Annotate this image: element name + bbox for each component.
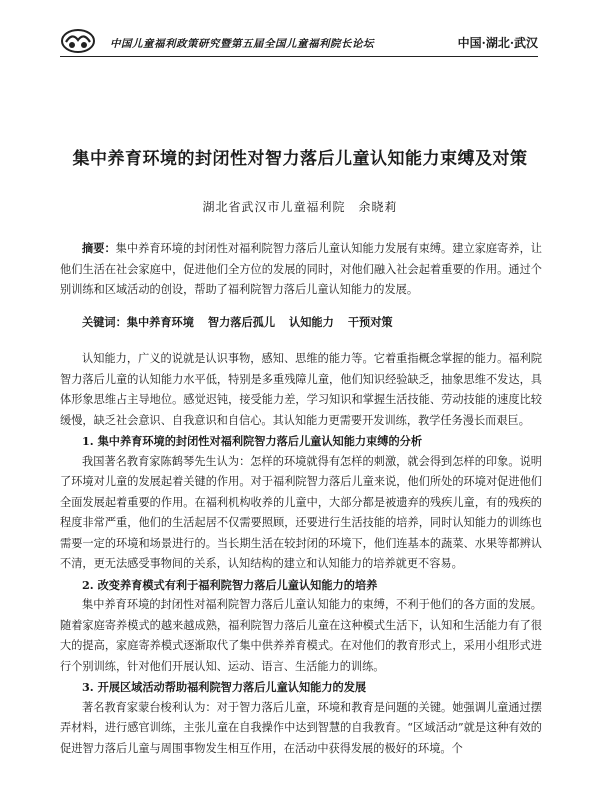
conference-title: 中国儿童福利政策研究暨第五届全国儿童福利院长论坛	[110, 38, 374, 50]
abstract-text: 集中养育环境的封闭性对福利院智力落后儿童认知能力发展有束缚。建立家庭寄养，让他们生活在社会家庭中，促进他们全方位的发展的同时，对他们融入社会起着重要的作用。通过个别训练和区域活动的创设，帮助了福利院智力落后儿童认知能力的发展。	[60, 242, 542, 296]
keywords-label: 关键词：	[82, 315, 127, 329]
keyword: 认知能力	[289, 315, 334, 329]
section-heading-3: 3. 开展区域活动帮助福利院智力落后儿童认知能力的发展	[82, 680, 367, 694]
section-1-paragraph: 我国著名教育家陈鹤琴先生认为：怎样的环境就得有怎样的刺激，就会得到怎样的印象。说明了环境对儿童的发展起着关键的作用。对于福利院智力落后儿童来说，他们所处的环境对促进他们全面发展起着重要的作用。在福利机构收养的儿童中，大部分都是被遗弃的残疾儿童，有的残疾的程度非常严重，他们的生活起居不仅需要照顾，还要进行生活技能的培养，同时认知能力的训练也需要一定的环境和场景进行的。当长期生活在较封闭的环境下，他们连基本的蔬菜、水果等都辨认不清，更无法感受事物间的关系，认知结构的建立和认知能力的培养就更不容易。	[60, 454, 542, 570]
paper-title: 集中养育环境的封闭性对智力落后儿童认知能力束缚及对策	[72, 149, 528, 169]
page-header	[60, 26, 538, 57]
keyword: 集中养育环境	[126, 315, 194, 329]
section-heading-2: 2. 改变养育模式有利于福利院智力落后儿童认知能力的培养	[82, 577, 378, 592]
section-heading-1: 1. 集中养育环境的封闭性对福利院智力落后儿童认知能力束缚的分析	[82, 434, 423, 448]
conference-logo-icon	[60, 28, 96, 54]
paper-body	[60, 349, 542, 759]
keywords	[60, 312, 542, 333]
author-line: 湖北省武汉市儿童福利院 余晓莉	[202, 200, 398, 214]
section-2-paragraph: 集中养育环境的封闭性对福利院智力落后儿童认知能力的束缚，不利于他们的各方面的发展。随着家庭寄养模式的越来越成熟，福利院智力落后儿童在这种模式生活下，认知和生活能力有了很大的提高，家庭寄养模式逐渐取代了集中供养养育模式。在对他们的教育形式上，采用小组形式进行个别训练，针对他们开展认知、运动、语言、生活能力的训练。	[60, 598, 542, 673]
conference-location: 中国·湖北·武汉	[457, 36, 538, 50]
abstract-label: 摘要：	[82, 241, 116, 255]
section-3-paragraph: 著名教育家蒙台梭利认为：对于智力落后儿童，环境和教育是问题的关键。她强调儿童通过摆弄材料，进行感官训练，主张儿童在自我操作中达到智慧的自我教育。“区域活动”就是这种有效的促进智力落后儿童与周围事物发生相互作用，在活动中获得发展的极好的环境。个	[60, 700, 542, 755]
keyword: 干预对策	[347, 315, 393, 329]
abstract	[60, 238, 542, 301]
intro-paragraph: 认知能力，广义的说就是认识事物，感知、思维的能力等。它着重指概念掌握的能力。福利院智力落后儿童的认知能力水平低，特别是多重残障儿童，他们知识经验缺乏，抽象思维不发达，具体形象思维占主导地位。感觉迟钝，接受能力差，学习知识和掌握生活技能、劳动技能的速度比较缓慢，缺乏社会意识、自我意识和自信心。其认知能力更需要开发训练，教学任务漫长而艰巨。	[60, 352, 542, 427]
keyword: 智力落后孤儿	[207, 315, 276, 329]
